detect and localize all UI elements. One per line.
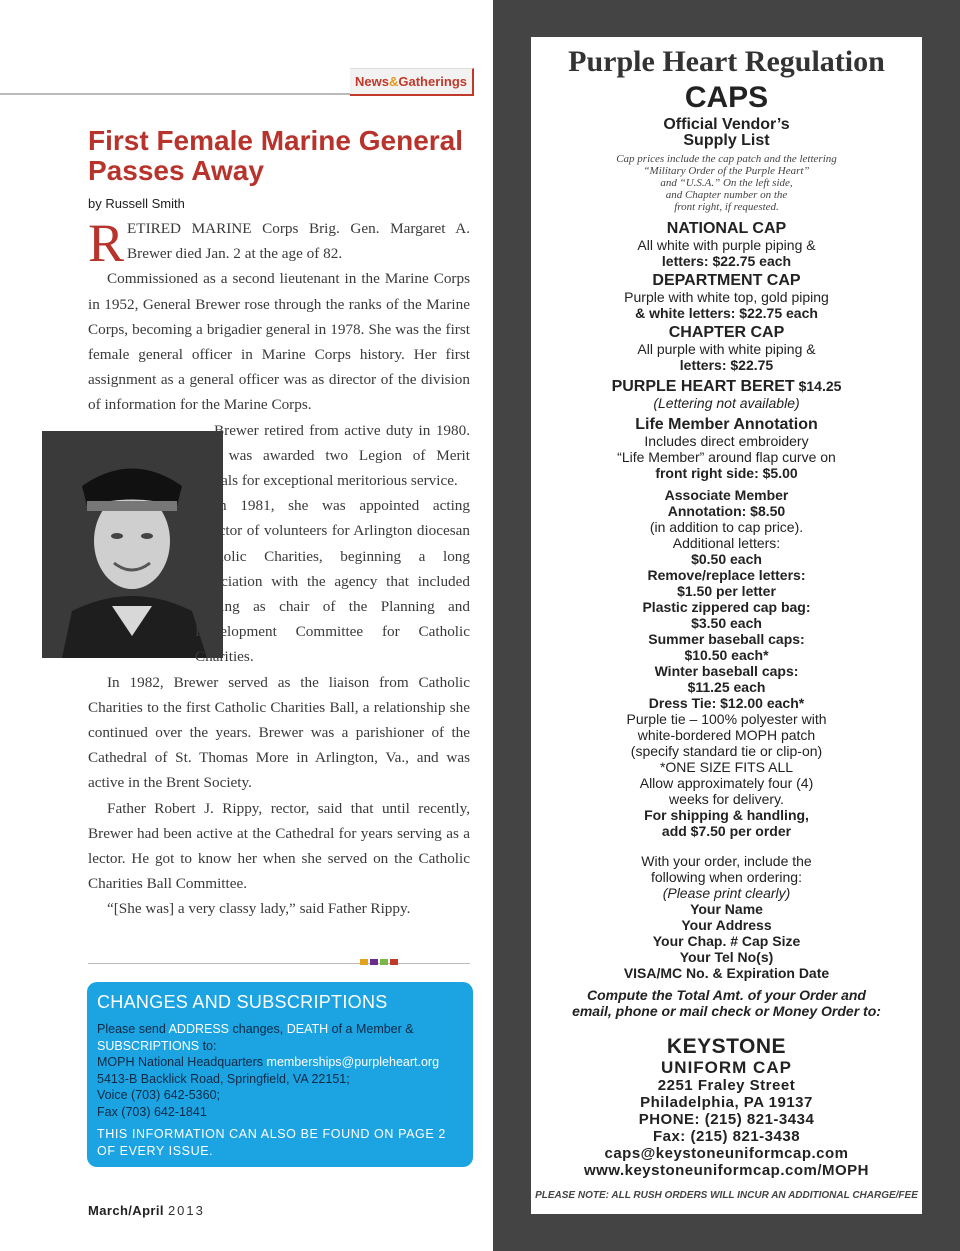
section-tag (350, 68, 474, 96)
ad-assoc-3: (in addition to cap price). (649, 519, 804, 535)
ad-remove-1: Remove/replace letters: (647, 567, 806, 583)
divider-rule (88, 963, 470, 964)
ad-chapter-1: All purple with white piping & (637, 341, 816, 357)
section-tag-amp: & (388, 74, 399, 89)
ad-tie-3: white-bordered MOPH patch (637, 727, 816, 743)
ad-beret-row (531, 378, 922, 395)
photo-spacer (42, 418, 195, 658)
ad-note-3: and “U.S.A.” On the left side, (660, 177, 793, 189)
article-paragraph-2: Commissioned as a second lieutenant in the Marine Corps in 1952, General Brewer rose through the ranks of the Marine Corps, becoming a brigadier general in 1978. She was the first female general officer in Marine Corps history. Her first assignment as a general officer was as director of the division of information for the Marine Corps. (88, 270, 470, 414)
article-paragraph-3: Brewer retired from active duty in 1980. She was awarded two Legion of Merit medals for exceptional meritorious service. (195, 421, 470, 490)
sub-text: of a Member & (328, 1022, 414, 1036)
sub-fax: Fax (703) 642-1841 (97, 1104, 207, 1119)
ad-life-1: Includes direct embroidery (644, 433, 809, 449)
article-title: First Female Marine General Passes Away (88, 125, 464, 186)
keystone-email[interactable]: caps@keystoneuniformcap.com (604, 1145, 849, 1162)
ad-delivery-1: Allow approximately four (4) (639, 775, 814, 791)
sub-highlight-subscriptions: SUBSCRIPTIONS (97, 1038, 200, 1053)
ad-addl-1: Additional letters: (672, 535, 781, 551)
ad-shipping-1: For shipping & handling, (644, 807, 809, 823)
subscriptions-title: CHANGES AND SUBSCRIPTIONS (97, 992, 388, 1012)
ad-tie-4: (specify standard tie or clip-on) (630, 743, 823, 759)
ad-tie-2: Purple tie – 100% polyester with (626, 711, 827, 727)
ad-tie-5: *ONE SIZE FITS ALL (659, 759, 794, 775)
article-paragraph-7: “[She was] a very classy lady,” said Father Rippy. (107, 900, 411, 918)
article-paragraph-5: In 1982, Brewer served as the liaison from Catholic Charities to the first Catholic Charities Ball, a relationship she continued over the years. Brewer was a parishioner of the Cathedral of St. Thomas More in Arlington, Va., and was active in the Brent Society. (88, 673, 470, 792)
keystone-name: KEYSTONE (666, 1035, 787, 1058)
ad-dept-heading: DEPARTMENT CAP (652, 272, 801, 289)
ad-order-5: Your Address (681, 917, 772, 933)
ad-beret-price: $14.25 (798, 378, 842, 394)
keystone-fax: Fax: (215) 821-3438 (652, 1128, 801, 1145)
ad-order-3: (Please print clearly) (662, 885, 791, 901)
article-paragraph-4: In 1981, she was appointed acting director of volunteers for Arlington diocesan Catholic Charities, beginning a long association with the agency that included serving as chair of the Planning and Development Committee for Catholic Charities. (195, 497, 470, 666)
sub-text: to: (199, 1038, 217, 1053)
ad-vendor-1: Official Vendor’s (663, 116, 790, 133)
divider-block (370, 959, 378, 965)
header-rule (0, 93, 350, 95)
ad-chapter-heading: CHAPTER CAP (668, 324, 785, 341)
ad-rush-note: PLEASE NOTE: ALL RUSH ORDERS WILL INCUR AN ADDITIONAL CHARGE/FEE (535, 1190, 918, 1201)
keystone-sub: UNIFORM CAP (661, 1058, 792, 1077)
ad-assoc-1: Associate Member (664, 487, 789, 503)
ad-order-4: Your Name (690, 901, 763, 917)
divider-block (390, 959, 398, 965)
ad-title: Purple Heart Regulation (568, 45, 885, 78)
ad-summer-1: Summer baseball caps: (648, 631, 805, 647)
keystone-city: Philadelphia, PA 19137 (640, 1094, 813, 1111)
footer-issue: March/April (88, 1203, 164, 1218)
section-tag-news: News (355, 74, 389, 89)
ad-vendor-2: Supply List (683, 132, 770, 149)
keystone-street: 2251 Fraley Street (657, 1077, 796, 1094)
ad-shipping-2: add $7.50 per order (661, 823, 792, 839)
ad-national-heading: NATIONAL CAP (666, 220, 787, 237)
divider-block (380, 959, 388, 965)
sub-hq: MOPH National Headquarters (97, 1055, 267, 1069)
article-paragraph-6: Father Robert J. Rippy, rector, said that until recently, Brewer had been active at the Cathedral for years serving as a lector. He got to know her when she served on the Catholic Charities Ball Committee. (88, 799, 470, 893)
vendor-ad (531, 37, 922, 1214)
ad-order-1: With your order, include the (641, 853, 812, 869)
ad-delivery-2: weeks for delivery. (669, 791, 784, 807)
ad-winter-1: Winter baseball caps: (654, 663, 799, 679)
section-tag-gatherings: Gatherings (398, 74, 467, 89)
ad-winter-2: $11.25 each (687, 679, 766, 695)
ad-note-2: “Military Order of the Purple Heart” (643, 165, 810, 177)
keystone-website[interactable]: www.keystoneuniformcap.com/MOPH (584, 1162, 869, 1179)
divider-block (360, 959, 368, 965)
article-paragraph-1 (88, 213, 470, 273)
ad-compute-2: email, phone or mail check or Money Order to: (572, 1003, 881, 1019)
ad-order-7: Your Tel No(s) (679, 949, 774, 965)
ad-life-heading: Life Member Annotation (635, 416, 818, 433)
ad-bag-1: Plastic zippered cap bag: (642, 599, 811, 615)
ad-order-8: VISA/MC No. & Expiration Date (623, 965, 830, 981)
ad-assoc-2: Annotation: $8.50 (667, 503, 786, 519)
sub-highlight-death: DEATH (286, 1022, 329, 1036)
ad-price-list (531, 117, 922, 1019)
drop-cap: R (88, 213, 125, 273)
ad-life-2: “Life Member” around flap curve on (617, 449, 836, 465)
paragraph-1-text: ETIRED MARINE Corps Brig. Gen. Margaret A. Brewer died Jan. 2 at the age of 82. (127, 220, 470, 263)
sub-text: changes, (229, 1022, 287, 1036)
sub-voice: Voice (703) 642-5360; (97, 1088, 221, 1102)
ad-national-1: All white with purple piping & (637, 237, 816, 253)
article-byline: by Russell Smith (88, 196, 185, 211)
ad-chapter-2: letters: $22.75 (679, 357, 774, 373)
ad-order-6: Your Chap. # Cap Size (652, 933, 801, 949)
ad-note-5: front right, if requested. (674, 201, 779, 213)
ad-beret-heading: PURPLE HEART BERET (611, 378, 795, 395)
keystone-phone: PHONE: (215) 821-3434 (638, 1111, 815, 1128)
sub-highlight-address: ADDRESS (168, 1022, 230, 1036)
ad-compute-1: Compute the Total Amt. of your Order and (587, 987, 866, 1003)
footer-year: 2013 (167, 1203, 205, 1218)
ad-bag-2: $3.50 each (691, 615, 762, 631)
ad-life-3: front right side: $5.00 (655, 465, 798, 481)
ad-note-1: Cap prices include the cap patch and the lettering (616, 153, 837, 165)
page-footer (88, 1203, 205, 1218)
divider-color-blocks (360, 959, 398, 965)
ad-dept-1: Purple with white top, gold piping (624, 289, 829, 305)
subscriptions-body (97, 1021, 463, 1120)
ad-beret-note: (Lettering not available) (653, 395, 800, 411)
ad-remove-2: $1.50 per letter (677, 583, 776, 599)
ad-summer-2: $10.50 each* (684, 647, 769, 663)
ad-tie-1: Dress Tie: $12.00 each* (648, 695, 805, 711)
subscriptions-note: THIS INFORMATION CAN ALSO BE FOUND ON PAGE 2 OF EVERY ISSUE. (97, 1127, 446, 1158)
sub-street: 5413-B Backlick Road, Springfield, VA 22151; (97, 1071, 350, 1086)
subscriptions-box (87, 982, 473, 1167)
keystone-contact (531, 1036, 922, 1179)
ad-addl-2: $0.50 each (691, 551, 762, 567)
sub-text: Please send (97, 1022, 169, 1036)
article-body (88, 213, 470, 922)
ad-caps-heading: CAPS (684, 81, 769, 114)
ad-national-2: letters: $22.75 each (661, 253, 792, 269)
ad-note-4: and Chapter number on the (665, 189, 788, 201)
ad-dept-2: & white letters: $22.75 each (635, 305, 818, 321)
sub-email-link[interactable]: memberships@purpleheart.org (266, 1055, 440, 1069)
ad-order-2: following when ordering: (651, 869, 802, 885)
